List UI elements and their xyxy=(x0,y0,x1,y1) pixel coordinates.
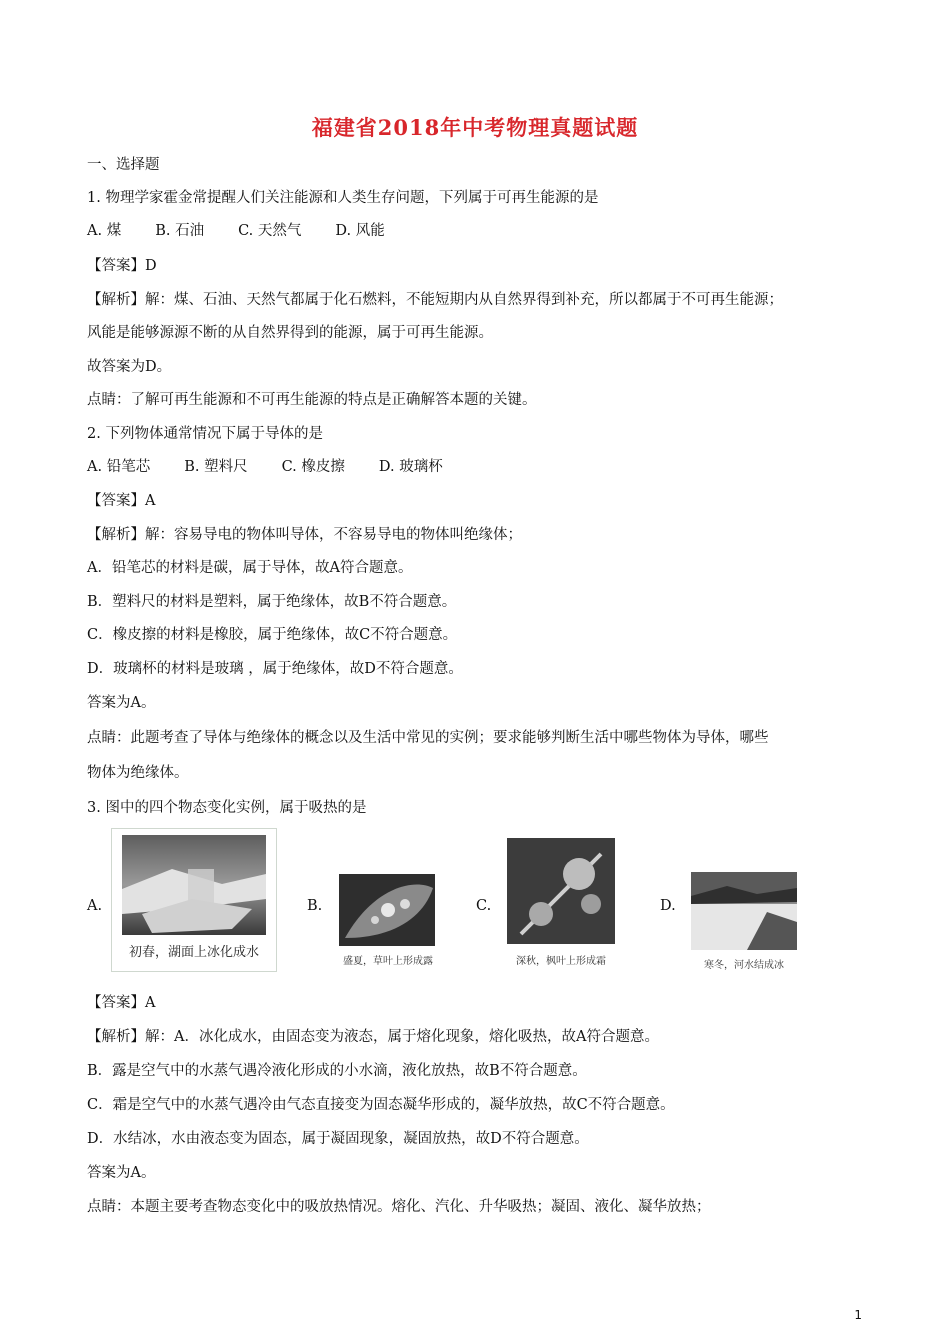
q3-label-d: D. xyxy=(660,898,676,914)
q3-analysis: 【解析】解：A．冰化成水，由固态变为液态，属于熔化现象，熔化吸热，故A符合题意。 xyxy=(87,1029,659,1045)
q2-analysis-c: C．橡皮擦的材料是橡胶，属于绝缘体，故C不符合题意。 xyxy=(87,627,458,643)
q2-analysis-b: B．塑料尺的材料是塑料，属于绝缘体，故B不符合题意。 xyxy=(87,594,457,610)
q1-option-b: B. 石油 xyxy=(155,223,205,239)
q2-analysis-d: D．玻璃杯的材料是玻璃 ，属于绝缘体，故D不符合题意。 xyxy=(87,661,463,677)
q3-conclusion: 答案为A。 xyxy=(87,1165,156,1181)
q1-option-c: C. 天然气 xyxy=(238,223,302,239)
q1-stem: 1. 物理学家霍金常提醒人们关注能源和人类生存问题，下列属于可再生能源的是 xyxy=(87,190,599,206)
q2-tip-1: 点睛：此题考查了导体与绝缘体的概念以及生活中常见的实例；要求能够判断生活中哪些物体为导体，哪些 xyxy=(87,730,769,746)
q1-options xyxy=(87,221,419,241)
q2-option-b: B. 塑料尺 xyxy=(184,459,248,475)
section-heading: 一、选择题 xyxy=(87,157,160,173)
q3-stem: 3. 图中的四个物态变化实例，属于吸热的是 xyxy=(87,800,367,816)
q2-tip-2: 物体为绝缘体。 xyxy=(87,765,189,781)
page-number: 1 xyxy=(854,1308,862,1322)
q1-conclusion: 故答案为D。 xyxy=(87,359,172,375)
q3-label-b: B. xyxy=(307,898,323,914)
q3-analysis-c: C．霜是空气中的水蒸气遇冷由气态直接变为固态凝华形成的，凝华放热，故C不符合题意。 xyxy=(87,1097,675,1113)
q1-option-d: D. 风能 xyxy=(335,223,385,239)
q2-analysis-a: A．铅笔芯的材料是碳，属于导体，故A符合题意。 xyxy=(87,560,413,576)
q2-options xyxy=(87,457,477,477)
q3-image-row xyxy=(87,828,867,978)
q2-stem: 2. 下列物体通常情况下属于导体的是 xyxy=(87,426,323,442)
frost-on-leaf-photo-icon xyxy=(501,834,621,946)
frozen-river-photo-icon xyxy=(687,852,801,952)
q3-image-b xyxy=(333,848,443,970)
q2-option-c: C. 橡皮擦 xyxy=(281,459,345,475)
q2-conclusion: 答案为A。 xyxy=(87,695,156,711)
q1-answer: 【答案】D xyxy=(87,258,157,274)
q3-label-c: C. xyxy=(476,898,492,914)
q3-caption-d: 寒冬，河水结成冰 xyxy=(704,960,784,971)
q2-answer: 【答案】A xyxy=(87,493,156,509)
q1-analysis-2: 风能是能够源源不断的从自然界得到的能源，属于可再生能源。 xyxy=(87,325,493,341)
dew-on-leaf-photo-icon xyxy=(333,848,443,948)
q3-tip: 点睛：本题主要考查物态变化中的吸放热情况。熔化、汽化、升华吸热；凝固、液化、凝华放热； xyxy=(87,1199,711,1215)
q3-image-d xyxy=(687,852,801,970)
q1-analysis-1: 【解析】解：煤、石油、天然气都属于化石燃料，不能短期内从自然界得到补充，所以都属于不可再生能源； xyxy=(87,292,783,308)
q2-option-d: D. 玻璃杯 xyxy=(378,459,443,475)
q3-image-a xyxy=(111,828,277,972)
q3-label-a: A. xyxy=(87,898,103,914)
q3-caption-c: 深秋，枫叶上形成霜 xyxy=(516,956,606,967)
q3-caption-a: 初春，湖面上冰化成水 xyxy=(128,945,259,960)
q2-analysis: 【解析】解：容易导电的物体叫导体，不容易导电的物体叫绝缘体； xyxy=(87,527,522,543)
q3-caption-b: 盛夏，草叶上形成露 xyxy=(343,956,433,967)
q3-answer: 【答案】A xyxy=(87,995,156,1011)
q2-option-a: A. 铅笔芯 xyxy=(87,459,151,475)
q1-option-a: A. 煤 xyxy=(87,223,122,239)
q3-analysis-d: D．水结冰，水由液态变为固态，属于凝固现象，凝固放热，故D不符合题意。 xyxy=(87,1131,589,1147)
q1-tip: 点睛：了解可再生能源和不可再生能源的特点是正确解答本题的关键。 xyxy=(87,392,537,408)
page-title: 福建省2018年中考物理真题试题 xyxy=(311,115,639,140)
q3-image-c xyxy=(501,834,621,970)
q3-analysis-b: B．露是空气中的水蒸气遇冷液化形成的小水滴，液化放热，故B不符合题意。 xyxy=(87,1063,587,1079)
